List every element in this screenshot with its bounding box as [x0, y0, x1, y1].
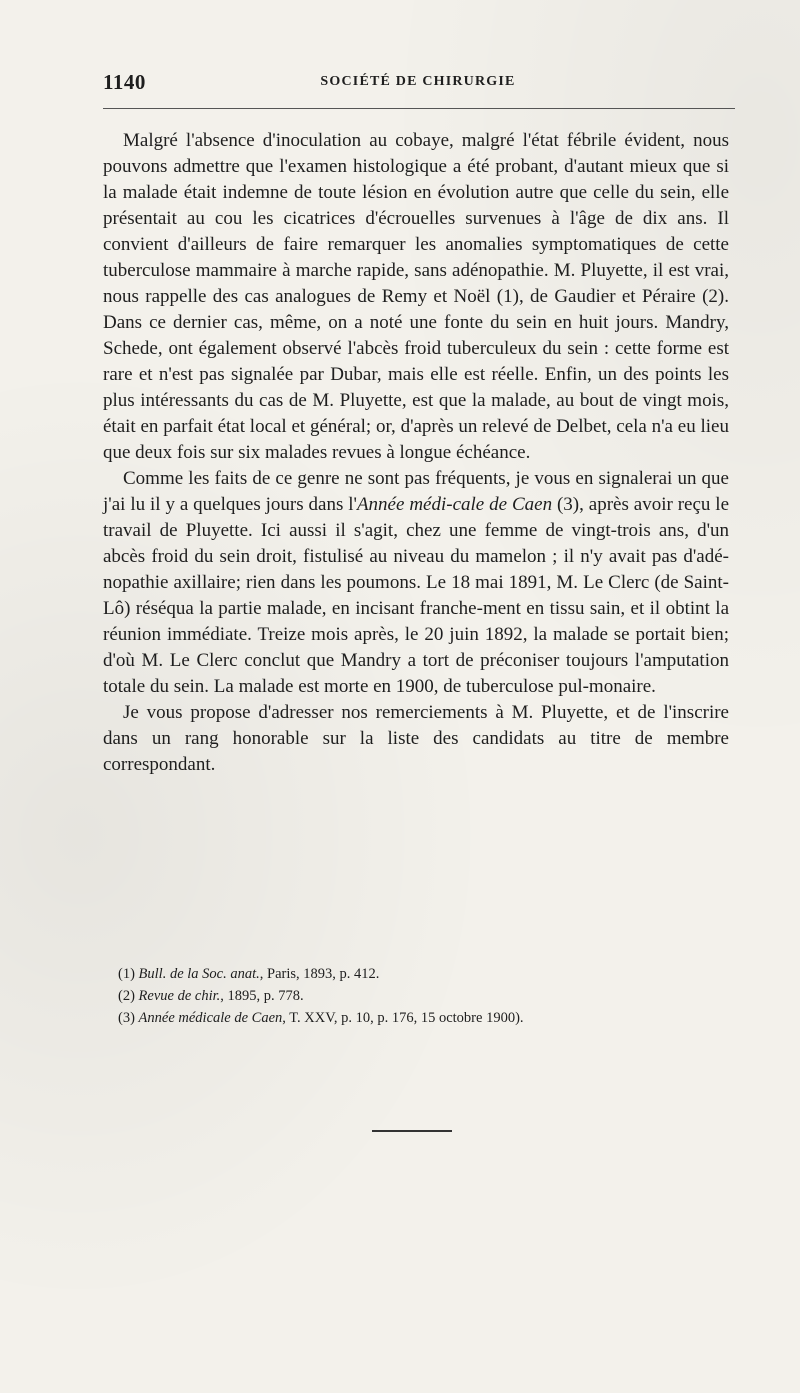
footnote-details: , Paris, 1893, p. 412.: [259, 966, 380, 982]
footnote-source: Revue de chir.: [138, 988, 221, 1004]
footnote-number: (2): [118, 988, 135, 1004]
footnote: [118, 1007, 718, 1029]
footnote-number: (3): [118, 1010, 135, 1026]
footnote: [118, 963, 718, 985]
footnotes: [118, 963, 718, 1029]
footnote: [118, 985, 718, 1007]
running-head: [103, 70, 733, 94]
footnote-number: (1): [118, 966, 135, 982]
footnote-source: Bull. de la Soc. anat.: [138, 966, 260, 982]
paragraph: Malgré l'absence d'inoculation au cobaye, malgré l'état fébrile évident, nous pouvons admettre que l'examen histologique a été probant, d'autant mieux que si la malade était indemne de toute lésion en évolution autre que celle du sein, elle présentait au cou les cicatrices d'écrouelles survenues à l'âge de dix ans. Il convient d'ailleurs de faire remarquer les anomalies symptomatiques de cette tuberculose mammaire à marche rapide, sans adénopathie. M. Pluyette, il est vrai, nous rappelle des cas analogues de Remy et Noël (1), de Gaudier et Péraire (2). Dans ce dernier cas, même, on a noté une fonte du sein en huit jours. Mandry, Schede, ont également observé l'abcès froid tuberculeux du sein : cette forme est rare et n'est pas signalée par Dubar, mais elle est réelle. Enfin, un des points les plus intéressants du cas de M. Pluyette, est que la malade, au bout de vingt mois, était en parfait état local et général; or, d'après un relevé de Delbet, cela n'a eu lieu que deux fois sur six malades revues à longue échéance.: [103, 130, 729, 463]
footnote-details: , 1895, p. 778.: [220, 988, 304, 1004]
end-rule: [372, 1130, 452, 1132]
paragraph-text: Comme les faits de ce genre ne sont pas fréquents, je vous en signalerai un que j'ai lu il y a quelques jours dans l': [103, 468, 729, 515]
page-number: 1140: [103, 70, 146, 94]
header-rule: [103, 108, 735, 109]
paragraph-text: (3), après avoir reçu le travail de Pluyette. Ici aussi il s'agit, chez une femme de vingt-trois ans, d'un abcès froid du sein droit, fistulisé au niveau du mamelon ; il n'y avait pas d'adé-nopathie axillaire; rien dans les poumons. Le 18 mai 1891, M. Le Clerc (de Saint-Lô) réséqua la partie malade, en incisant franche-ment en tissu sain, et il obtint la réunion immédiate. Treize mois après, le 20 juin 1892, la malade se portait bien; d'où M. Le Clerc conclut que Mandry a tort de préconiser toujours l'amputation totale du sein. La malade est morte en 1900, de tuberculose pul-monaire.: [103, 494, 730, 697]
italic-citation: Année médi-cale de Caen: [356, 494, 553, 515]
footnote-source: Année médicale de Caen: [138, 1010, 283, 1026]
body-text: [103, 128, 729, 778]
paragraph: [103, 466, 729, 700]
footnote-details: , T. XXV, p. 10, p. 176, 15 octobre 1900).: [282, 1010, 524, 1026]
journal-title: SOCIÉTÉ DE CHIRURGIE: [320, 74, 516, 89]
paragraph: Je vous propose d'adresser nos remerciements à M. Pluyette, et de l'inscrire dans un rang honorable sur la liste des candidats au titre de membre correspondant.: [103, 702, 729, 775]
